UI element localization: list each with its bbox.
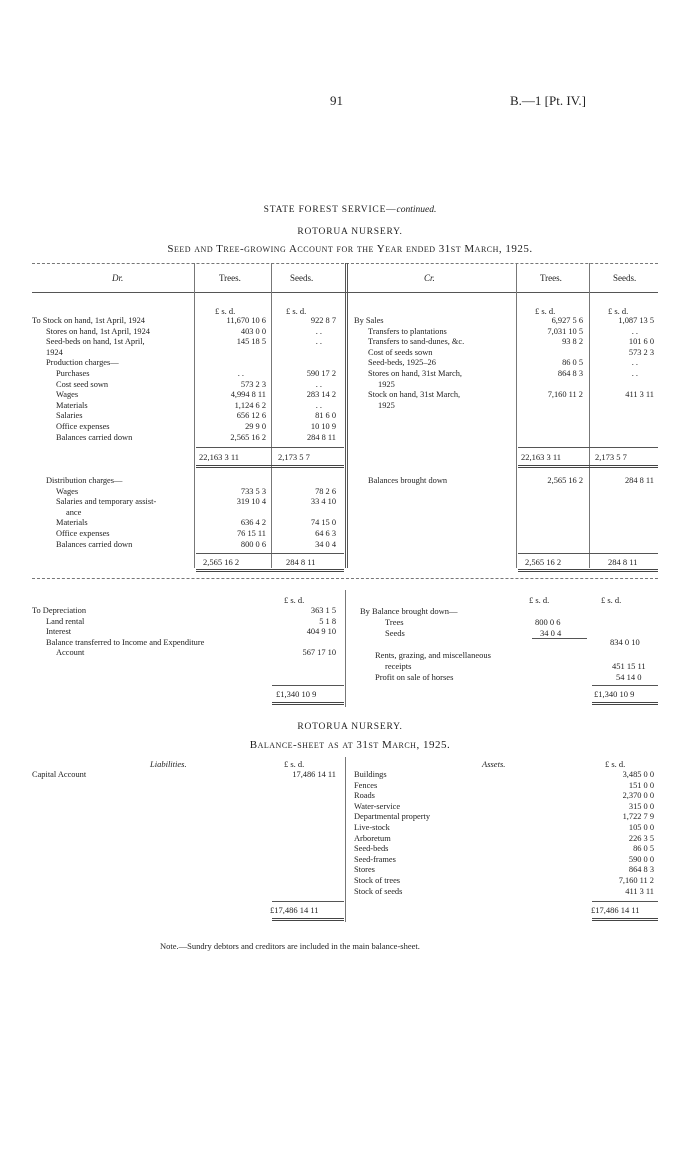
table-row: Balances carried down 800 0 6 34 0 4 xyxy=(56,539,336,549)
footnote: Note.—Sundry debtors and creditors are included in the main balance-sheet. xyxy=(160,941,420,951)
assets-heading: Assets. xyxy=(482,759,506,769)
lsd-label: £ s. d. xyxy=(215,306,236,316)
lsd-label: £ s. d. xyxy=(284,759,305,769)
subtotal-rule xyxy=(518,553,658,554)
total-cr-seeds: 2,173 5 7 xyxy=(595,452,627,462)
table-row: Stock of seeds 411 3 11 xyxy=(354,886,654,896)
table-row: Office expenses 29 9 0 10 10 9 xyxy=(56,421,336,431)
table-row: Stock on hand, 31st March, 7,160 11 2 411 3 11 xyxy=(368,390,654,400)
pl-total-right: £1,340 10 9 xyxy=(594,689,635,699)
table-row: Balance transferred to Income and Expenditure xyxy=(46,637,205,647)
table-row: To Stock on hand, 1st April, 1924 11,670 10 6 922 8 7 xyxy=(32,316,336,325)
table-row: Cost seed sown 573 2 3 . . xyxy=(56,379,322,389)
bs-total-rule xyxy=(592,918,658,921)
subtotal-rule xyxy=(196,553,344,554)
pl-rents-amount: 451 15 11 xyxy=(612,661,646,671)
table-row: Arboretum 226 3 5 xyxy=(354,833,654,843)
page-number: 91 xyxy=(330,93,343,108)
table-row: Departmental property 1,722 7 9 xyxy=(354,812,654,822)
subtotal-rule xyxy=(196,447,344,448)
table-row: By Sales 6,927 5 6 1,087 13 5 xyxy=(354,316,654,325)
total-rule xyxy=(518,569,658,572)
bs-total-right: £17,486 14 11 xyxy=(591,905,640,915)
pl-total-rule xyxy=(592,702,658,705)
lsd-label: £ s. d. xyxy=(529,595,550,605)
liabilities-table xyxy=(32,770,342,781)
table-row: Materials 1,124 6 2 . . xyxy=(56,400,322,410)
total-dr-trees: 22,163 3 11 xyxy=(199,452,240,462)
dr-section-1 xyxy=(32,316,342,443)
table-row: To Depreciation 363 1 5 xyxy=(32,606,336,615)
pl-debit xyxy=(32,606,342,659)
pl-seeds-amount: 34 0 4 xyxy=(540,628,562,638)
table-row: Balances brought down 2,565 16 2 284 8 11 xyxy=(368,476,654,485)
nursery-title: ROTORUA NURSERY. xyxy=(297,227,403,237)
table-row: Roads 2,370 0 0 xyxy=(354,791,654,801)
table-row: Office expenses 76 15 11 64 6 3 xyxy=(56,528,336,538)
table-row: Seed-frames 590 0 0 xyxy=(354,854,654,864)
pl-seeds-label: Seeds xyxy=(385,628,405,638)
trees-heading-cr: Trees. xyxy=(540,273,562,283)
table-row: Seed-beds 86 0 5 xyxy=(354,844,654,854)
pl-credit-heading: By Balance brought down— xyxy=(360,606,458,616)
table-row: Seed-beds, 1925–26 86 0 5 . . xyxy=(368,358,638,368)
pl-total-rule xyxy=(272,702,344,705)
lsd-label: £ s. d. xyxy=(286,306,307,316)
table-row: Buildings 3,485 0 0 xyxy=(354,770,654,779)
subtotal-rule xyxy=(518,447,658,448)
table-row: Water-service 315 0 0 xyxy=(354,801,654,811)
table-row: Transfers to plantations 7,031 10 5 . . xyxy=(368,326,638,336)
bs-total-rule xyxy=(272,918,344,921)
trees-heading: Trees. xyxy=(219,273,241,283)
table-row: Account 567 17 10 xyxy=(56,648,336,658)
total-rule xyxy=(196,569,344,572)
table-row: Salaries 656 12 6 81 6 0 xyxy=(56,411,336,421)
pl-rents-label: Rents, grazing, and miscellaneous xyxy=(375,650,491,660)
table-row: Transfers to sand-dunes, &c. 93 8 2 101 6 0 xyxy=(368,337,654,347)
total-rule xyxy=(196,465,344,468)
dr-section-2 xyxy=(32,476,342,550)
cr-section-1 xyxy=(354,316,658,411)
pl-subtotal-rule xyxy=(532,638,587,639)
document-reference: B.—1 [Pt. IV.] xyxy=(510,93,586,108)
total2-dr-trees: 2,565 16 2 xyxy=(203,557,240,567)
table-row: Live-stock 105 0 0 xyxy=(354,822,654,832)
pl-rents-label-2: receipts xyxy=(385,661,412,671)
total-dr-seeds: 2,173 5 7 xyxy=(278,452,310,462)
table-row: Wages 733 5 3 78 2 6 xyxy=(56,486,336,496)
table-row: Balances carried down 2,565 16 2 284 8 11 xyxy=(56,432,336,442)
column-divider xyxy=(589,263,590,568)
table-row: Fences 151 0 0 xyxy=(354,780,654,790)
total2-cr-trees: 2,565 16 2 xyxy=(525,557,562,567)
bs-total-left: £17,486 14 11 xyxy=(270,905,319,915)
cr-section-2 xyxy=(354,476,658,487)
balance-sheet-nursery: ROTORUA NURSERY. xyxy=(297,722,403,732)
table-row: Purchases . . 590 17 2 xyxy=(56,368,336,378)
pl-balance-total: 834 0 10 xyxy=(610,637,640,647)
lsd-label: £ s. d. xyxy=(601,595,622,605)
service-title: STATE FOREST SERVICE—continued. xyxy=(263,205,437,215)
bs-total-rule xyxy=(272,901,344,902)
seeds-heading: Seeds. xyxy=(290,273,314,283)
bs-total-rule xyxy=(592,901,658,902)
table-row: Wages 4,994 8 11 283 14 2 xyxy=(56,390,336,400)
pl-total-left: £1,340 10 9 xyxy=(276,689,317,699)
table-row: 1924 xyxy=(46,347,63,357)
section-rule xyxy=(32,578,658,579)
table-row: Stock of trees 7,160 11 2 xyxy=(354,875,654,885)
pl-trees-amount: 800 0 6 xyxy=(535,617,561,627)
table-row: Salaries and temporary assist- 319 10 4 33 4 10 xyxy=(56,497,336,507)
table-row: Production charges— xyxy=(46,358,119,368)
pl-horses-label: Profit on sale of horses xyxy=(375,672,454,682)
table-row: Stores on hand, 1st April, 1924 403 0 0 . . xyxy=(46,326,322,336)
pl-total-rule xyxy=(272,685,344,686)
assets-table xyxy=(354,770,658,897)
table-row: Distribution charges— xyxy=(46,476,123,485)
total2-dr-seeds: 284 8 11 xyxy=(286,557,316,567)
table-row: Land rental 5 1 8 xyxy=(46,616,336,626)
table-row: Stores 864 8 3 xyxy=(354,865,654,875)
total2-cr-seeds: 284 8 11 xyxy=(608,557,638,567)
total-cr-trees: 22,163 3 11 xyxy=(521,452,562,462)
table-row: 1925 xyxy=(378,379,395,389)
dr-heading: Dr. xyxy=(112,273,124,283)
pl-divider xyxy=(345,590,346,707)
total-rule xyxy=(518,465,658,468)
table-row: 1925 xyxy=(378,400,395,410)
cr-heading: Cr. xyxy=(424,273,435,283)
lsd-label: £ s. d. xyxy=(608,306,629,316)
pl-total-rule xyxy=(592,685,658,686)
table-row: ance xyxy=(66,507,82,517)
column-divider xyxy=(516,263,517,568)
table-row: Materials 636 4 2 74 15 0 xyxy=(56,518,336,528)
lsd-label: £ s. d. xyxy=(284,595,305,605)
table-row: Interest 404 9 10 xyxy=(46,627,336,637)
lsd-label: £ s. d. xyxy=(535,306,556,316)
seeds-heading-cr: Seeds. xyxy=(613,273,637,283)
table-row: Cost of seeds sown 573 2 3 xyxy=(368,347,654,357)
balance-sheet-title: Balance-sheet as at 31st March, 1925. xyxy=(249,739,451,751)
bs-divider xyxy=(345,757,346,922)
lsd-label: £ s. d. xyxy=(605,759,626,769)
pl-trees-label: Trees xyxy=(385,617,404,627)
pl-horses-amount: 54 14 0 xyxy=(616,672,642,682)
table-row: Stores on hand, 31st March, 864 8 3 . . xyxy=(368,368,638,378)
account-title: Seed and Tree-growing Account for the Year ended 31st March, 1925. xyxy=(167,243,533,255)
center-divider xyxy=(345,263,348,568)
table-row: Capital Account 17,486 14 11 xyxy=(32,770,336,779)
liabilities-heading: Liabilities. xyxy=(150,759,187,769)
table-row: Seed-beds on hand, 1st April, 145 18 5 . . xyxy=(46,337,322,347)
